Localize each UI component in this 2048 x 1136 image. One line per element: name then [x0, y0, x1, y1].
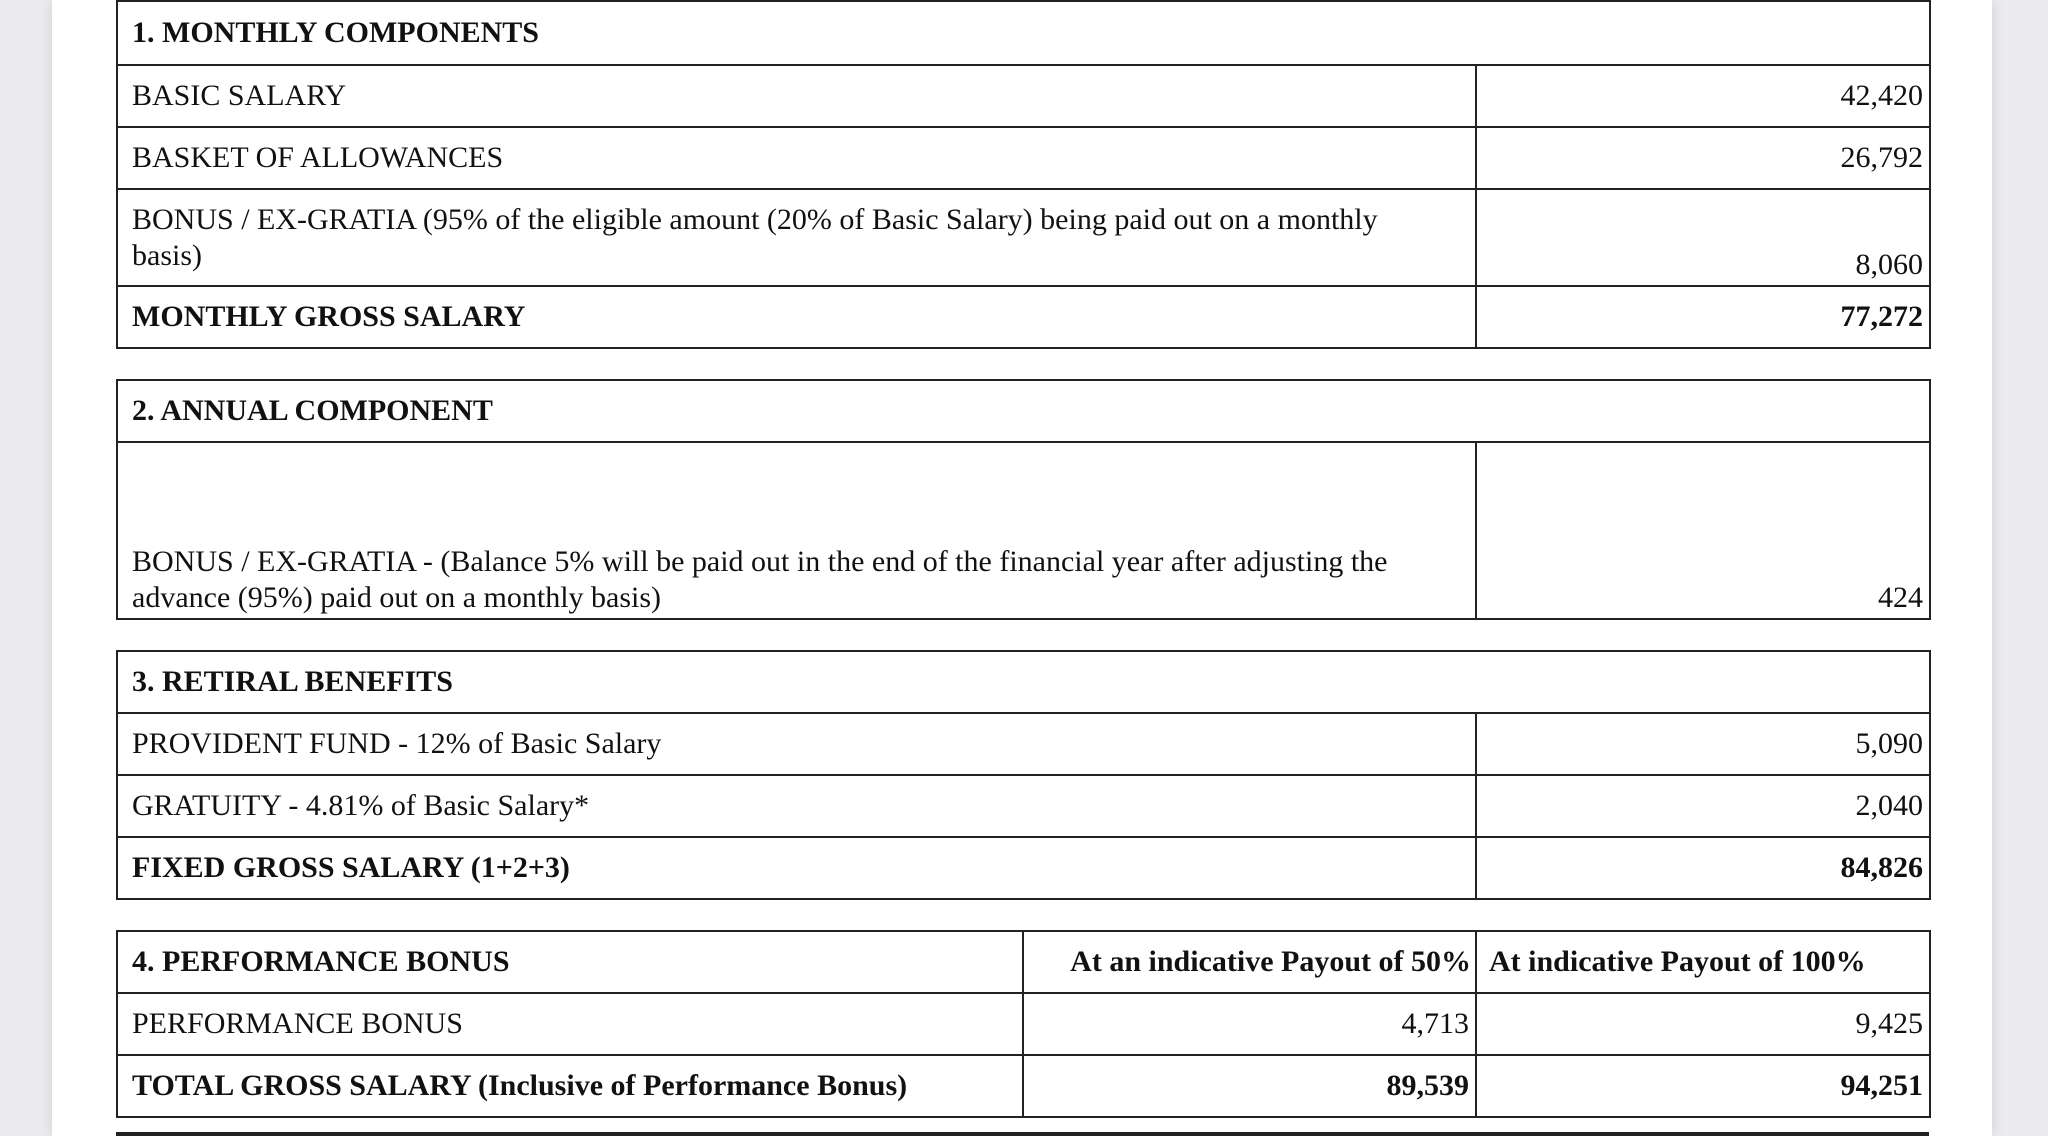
- section-header-row: [117, 380, 1930, 442]
- row-label: BONUS / EX-GRATIA - (Balance 5% will be paid out in the end of the financial year after adjusting the advance (95%) paid out on a monthly basis): [117, 442, 1476, 619]
- row-label: GRATUITY - 4.81% of Basic Salary*: [117, 775, 1476, 837]
- total-value-100: 94,251: [1476, 1055, 1930, 1117]
- table-row: [117, 713, 1930, 775]
- row-value: 42,420: [1476, 65, 1930, 127]
- table-row: [117, 775, 1930, 837]
- row-label: BONUS / EX-GRATIA (95% of the eligible amount (20% of Basic Salary) being paid out on a monthly basis): [117, 189, 1476, 286]
- salary-breakup-document: [116, 0, 1929, 1118]
- total-label: MONTHLY GROSS SALARY: [117, 286, 1476, 348]
- row-value: 5,090: [1476, 713, 1930, 775]
- performance-bonus-table: [116, 930, 1931, 1118]
- annual-component-table: [116, 379, 1931, 620]
- section-title: 1. MONTHLY COMPONENTS: [117, 1, 1930, 65]
- row-label: PROVIDENT FUND - 12% of Basic Salary: [117, 713, 1476, 775]
- row-value: 26,792: [1476, 127, 1930, 189]
- next-table-top-border: [116, 1132, 1929, 1136]
- payout-100-header: At indicative Payout of 100%: [1476, 931, 1930, 993]
- monthly-components-table: [116, 0, 1931, 349]
- table-row: [117, 127, 1930, 189]
- total-label: TOTAL GROSS SALARY (Inclusive of Performance Bonus): [117, 1055, 1023, 1117]
- row-label: PERFORMANCE BONUS: [117, 993, 1023, 1055]
- table-row: [117, 442, 1930, 619]
- section-title: 3. RETIRAL BENEFITS: [117, 651, 1930, 713]
- section-header-row: [117, 1, 1930, 65]
- payout-50-header: At an indicative Payout of 50%: [1023, 931, 1476, 993]
- total-value-50: 89,539: [1023, 1055, 1476, 1117]
- total-value: 84,826: [1476, 837, 1930, 899]
- section-title: 2. ANNUAL COMPONENT: [117, 380, 1930, 442]
- row-value-50: 4,713: [1023, 993, 1476, 1055]
- row-value: 424: [1476, 442, 1930, 619]
- section-title: 4. PERFORMANCE BONUS: [117, 931, 1023, 993]
- total-row: [117, 837, 1930, 899]
- section-header-row: [117, 651, 1930, 713]
- retiral-benefits-table: [116, 650, 1931, 900]
- total-row: [117, 286, 1930, 348]
- total-value: 77,272: [1476, 286, 1930, 348]
- table-row: [117, 65, 1930, 127]
- row-value: 2,040: [1476, 775, 1930, 837]
- section-header-row: [117, 931, 1930, 993]
- total-label: FIXED GROSS SALARY (1+2+3): [117, 837, 1476, 899]
- row-value: 8,060: [1476, 189, 1930, 286]
- row-value-100: 9,425: [1476, 993, 1930, 1055]
- row-label: BASKET OF ALLOWANCES: [117, 127, 1476, 189]
- table-row: [117, 189, 1930, 286]
- total-row: [117, 1055, 1930, 1117]
- table-row: [117, 993, 1930, 1055]
- row-label: BASIC SALARY: [117, 65, 1476, 127]
